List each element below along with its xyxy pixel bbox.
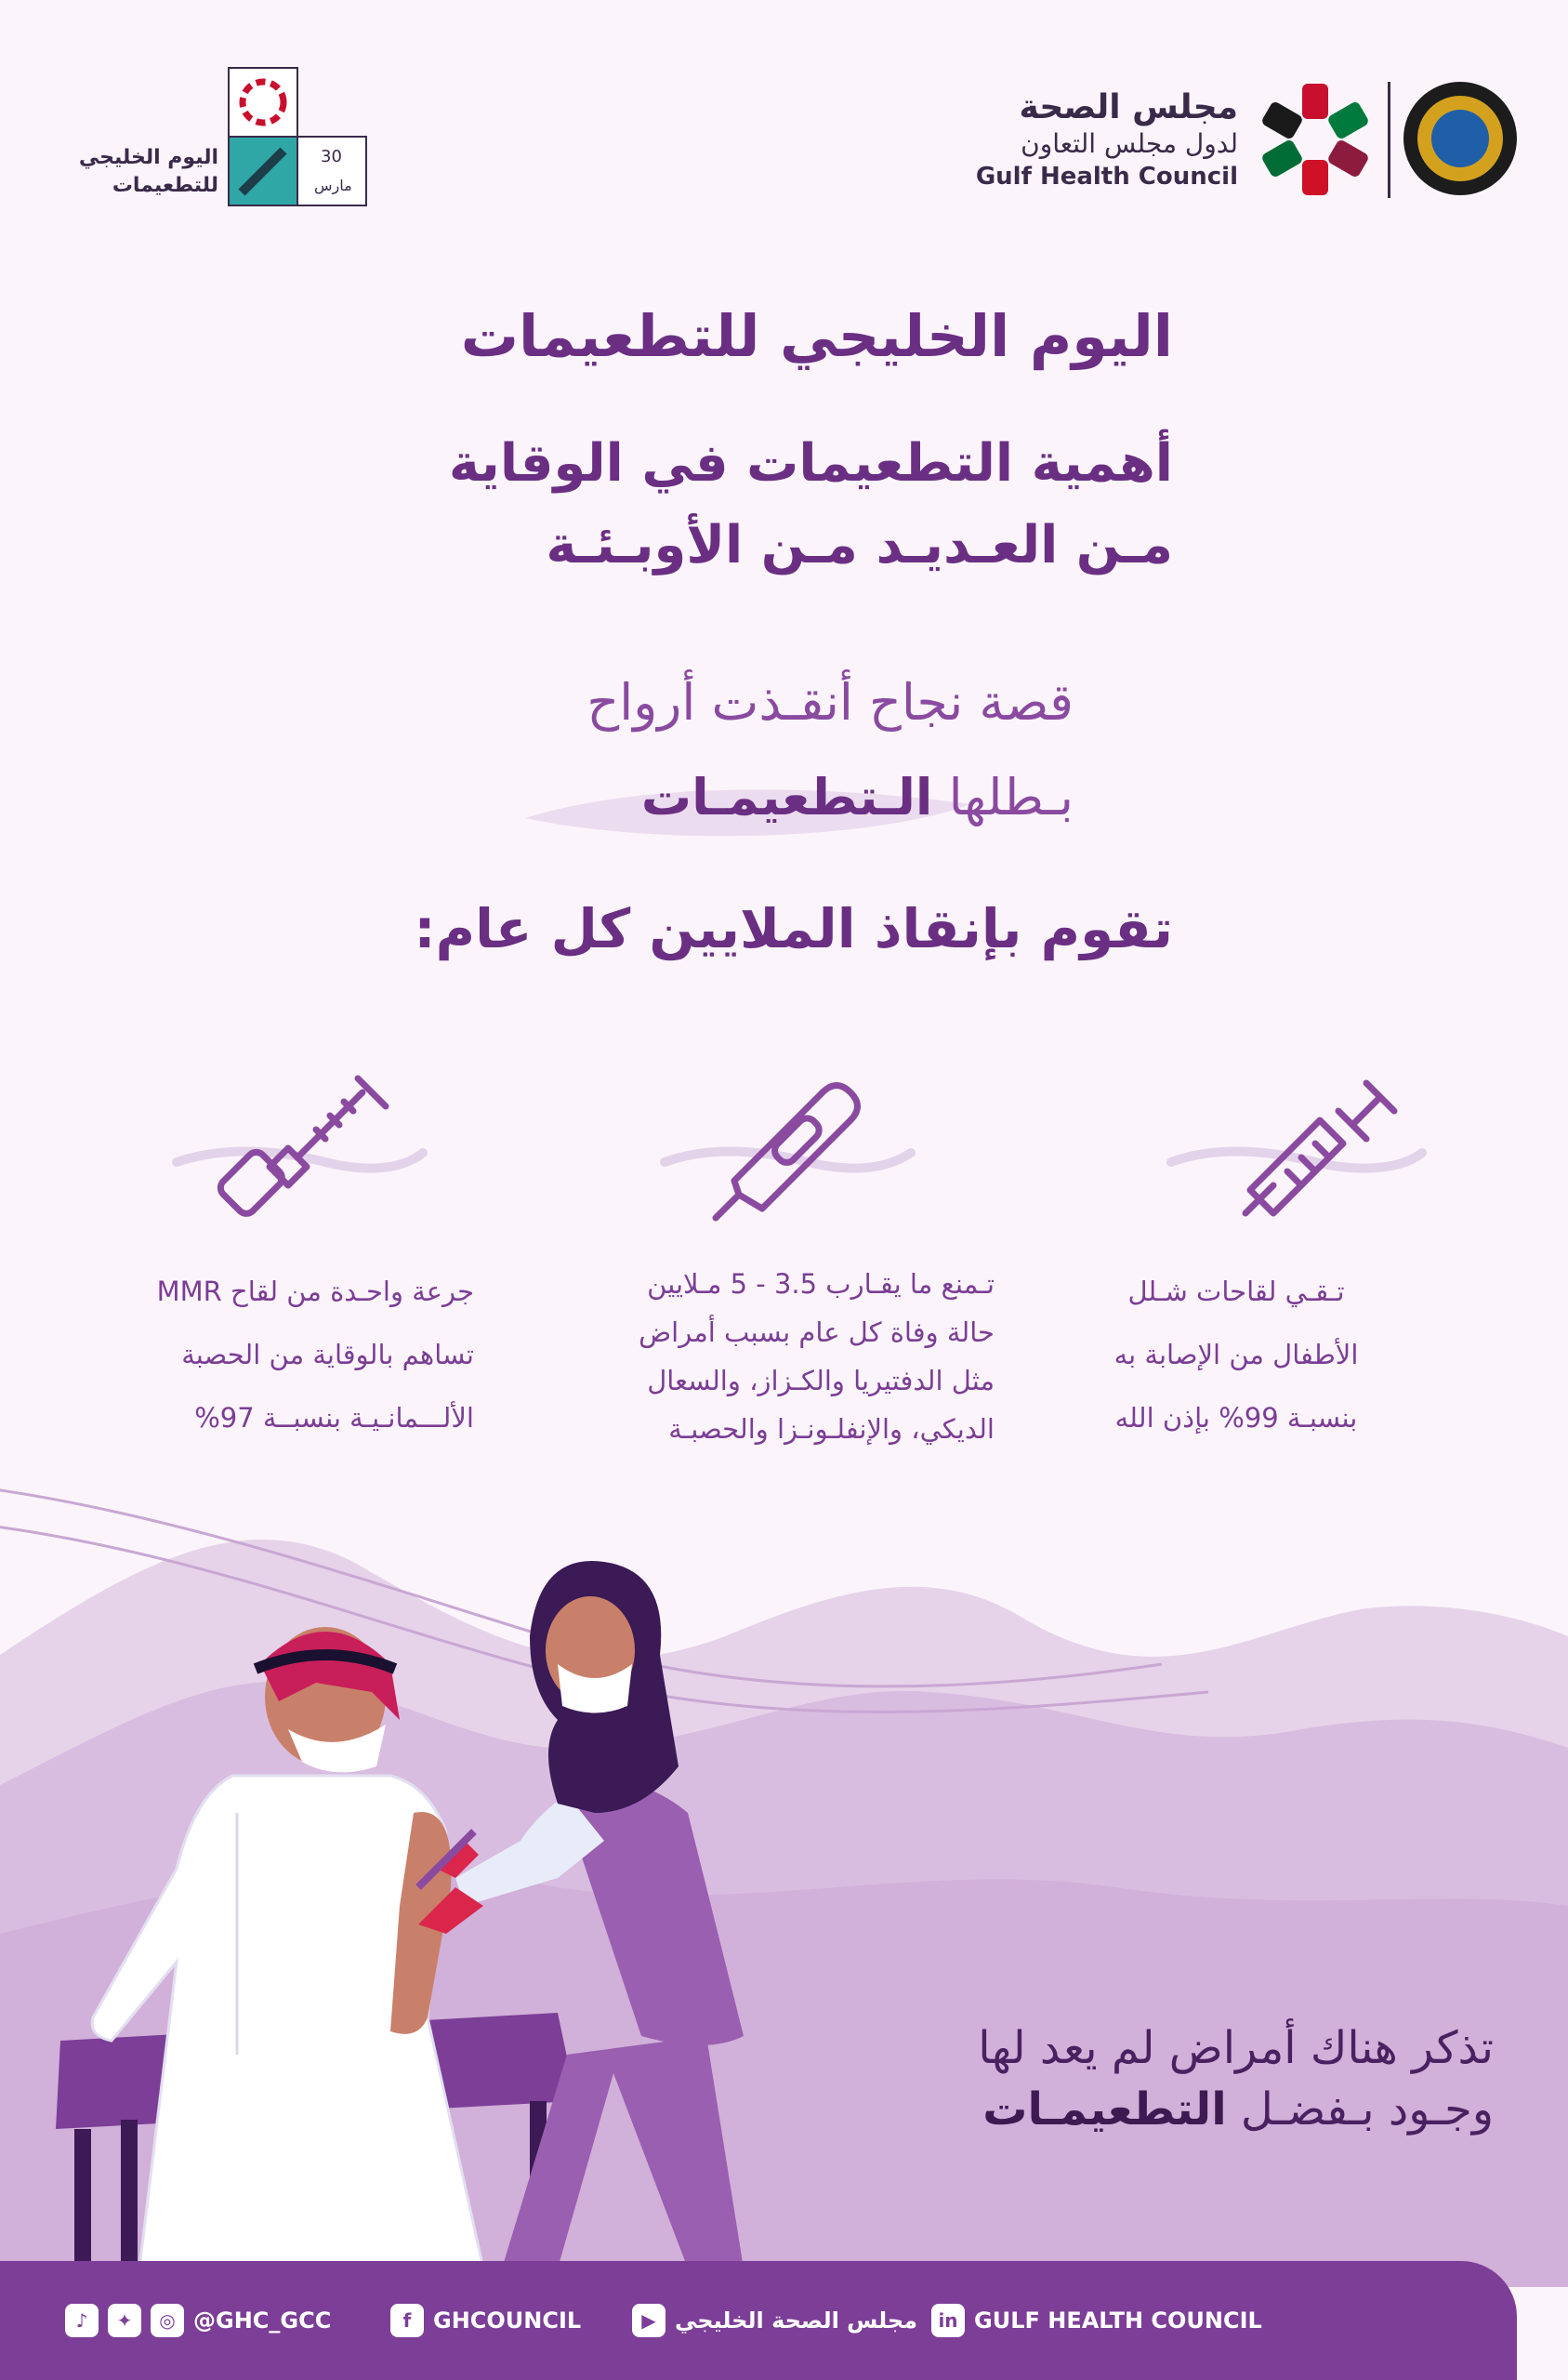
story-line2: بـطلها الـتطعيمـات	[640, 768, 1074, 826]
success-story	[279, 655, 1074, 845]
youtube-icon[interactable]: ▶	[632, 2304, 665, 2337]
stat-deaths-prevented	[558, 1260, 995, 1453]
stat-line: تـمنع ما يقـارب 3.5 - 5 مـلايين	[647, 1268, 995, 1300]
story-highlight: الـتطعيمـات	[640, 768, 933, 826]
thermometer-icon	[651, 1060, 929, 1227]
stat-polio	[1041, 1260, 1431, 1449]
vaccination-illustration	[37, 1534, 874, 2268]
stat-line: بنسبـة 99% بإذن الله	[1114, 1402, 1358, 1434]
council-sub-ar: لدول مجلس التعاون	[1021, 128, 1238, 159]
facebook-link[interactable]	[390, 2304, 581, 2337]
facebook-text[interactable]: GHCOUNCIL	[433, 2307, 582, 2334]
vaccine-vial-icon	[167, 1060, 446, 1227]
linkedin-link[interactable]	[931, 2304, 1262, 2337]
reminder-line2: وجـود بـفضـل التطعيمـات	[982, 2083, 1494, 2135]
council-name-ar: مجلس الصحة	[1019, 88, 1238, 126]
stat-line: حالة وفاة كل عام بسبب أمراض	[639, 1316, 995, 1348]
linkedin-text[interactable]: GULF HEALTH COUNCIL	[974, 2307, 1262, 2334]
event-month: مارس	[314, 177, 352, 194]
stat-line: جرعة واحـدة من لقاح MMR	[156, 1276, 474, 1307]
reminder-highlight: التطعيمـات	[982, 2083, 1227, 2135]
event-label-line2: للتطعيمات	[112, 174, 218, 197]
subtitle-line2: مـن العـديـد مـن الأوبـئـة	[546, 515, 1173, 575]
social-handle[interactable]	[65, 2304, 331, 2337]
council-name	[976, 88, 1238, 191]
stat-line: تـقـي لقاحات شـلل	[1127, 1276, 1345, 1307]
event-label	[51, 144, 218, 200]
youtube-text[interactable]: مجلس الصحة الخليجي	[675, 2307, 918, 2334]
saving-heading: تقوم بإنقاذ الملايين كل عام:	[414, 897, 1173, 960]
event-day: 30	[321, 147, 342, 166]
stat-mmr	[93, 1260, 474, 1449]
stat-line: الألـــمانـيـة بنسبــة 97%	[194, 1402, 474, 1434]
facebook-icon[interactable]: f	[390, 2304, 424, 2337]
stat-line: الديكي، والإنفلـونـزا والحصبـة	[668, 1413, 995, 1445]
youtube-link[interactable]	[632, 2304, 917, 2337]
handle-text[interactable]: @GHC_GCC	[193, 2307, 332, 2334]
instagram-icon[interactable]: ◎	[151, 2304, 184, 2337]
subtitle-line1: أهمية التطعيمات في الوقاية	[448, 433, 1173, 494]
ghc-flags-logo	[1255, 79, 1376, 200]
event-label-line1: اليوم الخليجي	[78, 146, 218, 169]
page-title: اليوم الخليجي للتطعيمات	[460, 302, 1173, 370]
linkedin-icon[interactable]: in	[931, 2304, 965, 2337]
reminder-line1: تذكر هناك أمراض لم يعد لها	[978, 2022, 1494, 2074]
tiktok-icon[interactable]: ♪	[65, 2304, 99, 2337]
syringe-icon	[1166, 1060, 1445, 1227]
stat-line: الأطفال من الإصابة به	[1113, 1339, 1359, 1370]
stat-line: تساهم بالوقاية من الحصبة	[181, 1339, 474, 1370]
stat-line: مثل الدفتيريا والكـزاز، والسعال	[647, 1365, 995, 1396]
gcc-emblem	[1403, 82, 1517, 195]
story-line1: قصة نجاح أنقـذت أرواح	[586, 673, 1074, 732]
twitter-icon[interactable]: ✦	[108, 2304, 141, 2337]
header-divider	[1388, 82, 1390, 198]
page-subtitle	[186, 423, 1173, 587]
reminder-message	[917, 2017, 1494, 2140]
council-name-en: Gulf Health Council	[975, 163, 1238, 191]
